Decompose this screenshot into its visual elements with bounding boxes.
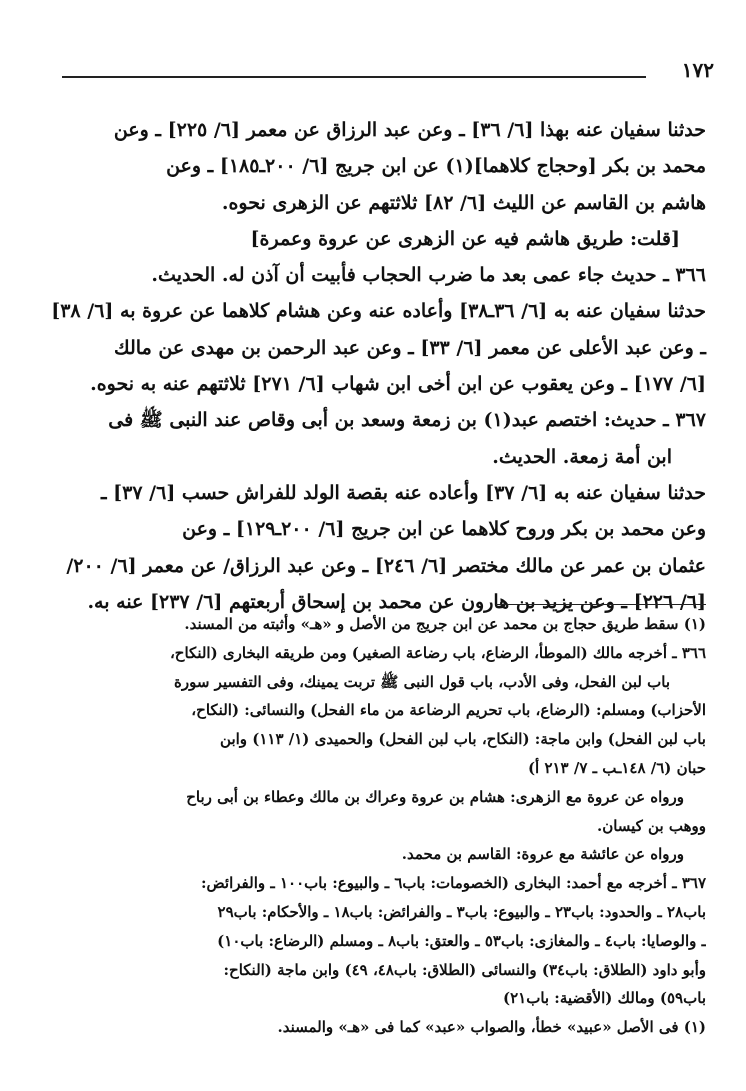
- text-line: حدثنا سفيان عنه بهذا [٦/ ٣٦] ـ وعن عبد الرزاق عن معمر [٦/ ٢٢٥] ـ وعن: [113, 119, 706, 141]
- text-line: [٦/ ١٧٧] ـ وعن يعقوب عن ابن أخى ابن شهاب [٦/ ٢٧١] ثلاثتهم عنه به نحوه.: [90, 373, 706, 396]
- footnote-line: (١) فى الأصل «عبيد» خطأ، والصواب «عبد» كما فى «هـ» والمسند.: [277, 1018, 706, 1037]
- text-line: [٦/ ٢٢٦] ـ وعن يزيد بن هارون عن محمد بن إسحاق أربعتهم [٦/ ٢٣٧] عنه به.: [87, 590, 706, 613]
- footnote-line: ورواه عن عائشة مع عروة: القاسم بن محمد.: [401, 845, 684, 864]
- footnote-line: وأبو داود (الطلاق: باب٣٤) والنسائى (الطلاق: باب٤٨، ٤٩) وابن ماجة (النكاح:: [223, 960, 706, 979]
- page-number: ١٧٢: [681, 58, 714, 82]
- hadith-heading: ٣٦٧ ـ حديث: اختصم عبد(١) بن زمعة وسعد بن أبى وقاص عند النبى ﷺ فى: [108, 409, 706, 432]
- text-line: هاشم بن القاسم عن الليث [٦/ ٨٢] ثلاثتهم عن الزهرى نحوه.: [221, 191, 706, 214]
- footnote-line: باب٥٩) ومالك (الأقضية: باب٢١): [502, 989, 706, 1008]
- footnote-rule: [496, 604, 706, 605]
- footnote-line: باب لبن الفحل) وابن ماجة: (النكاح، باب لبن الفحل) والحميدى (١/ ١١٣) وابن: [220, 730, 706, 749]
- footnotes: [42, 610, 706, 1042]
- footnote-line: ٣٦٧ ـ أخرجه مع أحمد: البخارى (الخصومات: باب٦ ـ والبيوع: باب١٠٠ ـ والفرائض:: [201, 874, 706, 893]
- hadith-heading: ٣٦٦ ـ حديث جاء عمى بعد ما ضرب الحجاب فأبيت أن آذن له. الحديث.: [151, 264, 706, 287]
- text-line: حدثنا سفيان عنه به [٦/ ٣٦ـ٣٨] وأعاده عنه وعن هشام كلاهما عن عروة به [٦/ ٣٨]: [51, 300, 706, 323]
- main-text: [52, 112, 706, 620]
- text-line: محمد بن بكر [وحجاج كلاهما](١) عن ابن جريج [٦/ ٢٠٠ـ١٨٥] ـ وعن: [166, 155, 706, 178]
- footnote-line: ووهب بن كيسان.: [596, 816, 706, 835]
- footnote-line: حبان (٦/ ١٤٨ـب ـ ٧/ ٢١٣ أ): [527, 758, 706, 777]
- footnote-line: باب٢٨ ـ والحدود: باب٢٣ ـ والبيوع: باب٣ ـ والفرائض: باب١٨ ـ والأحكام: باب٢٩: [217, 902, 706, 921]
- text-line: ابن أمة زمعة. الحديث.: [492, 445, 672, 468]
- footnote-line: الأحزاب) ومسلم: (الرضاع، باب تحريم الرضاعة من ماء الفحل) والنسائى: (النكاح،: [191, 701, 706, 720]
- text-line: ـ وعن عبد الأعلى عن معمر [٦/ ٣٣] ـ وعن عبد الرحمن بن مهدى عن مالك: [114, 336, 706, 359]
- text-line: عثمان بن عمر عن مالك مختصر [٦/ ٢٤٦] ـ وعن عبد الرزاق/ عن معمر [٦/ ٢٠٠/: [66, 554, 706, 577]
- footnote-line: (١) سقط طريق حجاج بن محمد عن ابن جريج من الأصل و «هـ» وأثبته من المسند.: [184, 615, 706, 633]
- footnote-line: ٣٦٦ ـ أخرجه مالك (الموطأ، الرضاع، باب رضاعة الصغير) ومن طريقه البخارى (النكاح،: [169, 643, 706, 662]
- text-line: [قلت: طريق هاشم فيه عن الزهرى عن عروة وعمرة]: [250, 227, 680, 250]
- footnote-line: ورواه عن عروة مع الزهرى: هشام بن عروة وعراك بن مالك وعطاء بن أبى رباح: [186, 787, 684, 806]
- text-line: وعن محمد بن بكر وروح كلاهما عن ابن جريج [٦/ ٢٠٠ـ١٢٩] ـ وعن: [182, 518, 706, 541]
- header-rule: [62, 76, 646, 78]
- footnote-line: باب لبن الفحل، وفى الأدب، باب قول النبى ﷺ تربت يمينك، وفى التفسير سورة: [174, 672, 670, 691]
- text-line: حدثنا سفيان عنه به [٦/ ٣٧] وأعاده عنه بقصة الولد للفراش حسب [٦/ ٣٧] ـ: [100, 481, 706, 504]
- footnote-line: ـ والوصايا: باب٤ ـ والمغازى: باب٥٣ ـ والعتق: باب٨ ـ ومسلم (الرضاع: باب١٠): [217, 931, 706, 950]
